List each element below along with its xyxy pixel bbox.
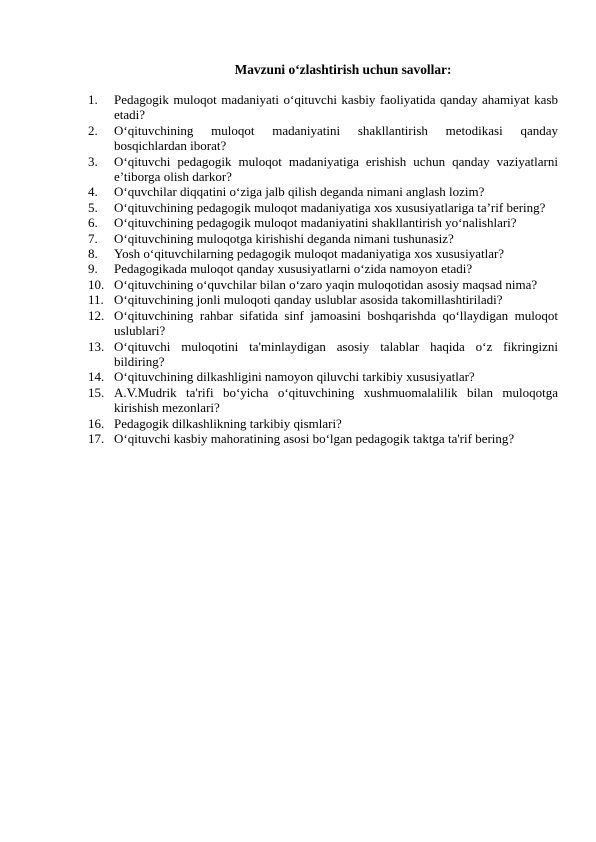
question-item <box>88 92 558 123</box>
question-list <box>88 92 558 446</box>
question-number: 5. <box>88 199 98 215</box>
question-number: 11. <box>88 292 104 308</box>
question-item <box>88 246 558 261</box>
question-item <box>88 431 558 446</box>
question-number: 9. <box>88 261 98 277</box>
question-text: O‘qituvchi muloqotini ta'minlaydigan asosiy talablar haqida o‘z fikringizni bildiring? <box>114 338 558 369</box>
question-item <box>88 154 558 185</box>
question-text: O‘qituvchining pedagogik muloqot madaniyatini shakllantirish yo‘nalishlari? <box>114 215 517 231</box>
question-number: 17. <box>88 430 105 446</box>
question-text: O‘qituvchining muloqotga kirishishi deganda nimani tushunasiz? <box>114 230 454 246</box>
question-number: 10. <box>88 276 105 292</box>
question-item <box>88 292 558 307</box>
question-text: Yosh o‘qituvchilarning pedagogik muloqot madaniyatiga xos xususiyatlar? <box>114 246 505 262</box>
question-text: O‘quvchilar diqqatini o‘ziga jalb qilish deganda nimani anglash lozim? <box>114 184 485 200</box>
question-number: 7. <box>88 230 98 246</box>
question-text: Pedagogik dilkashlikning tarkibiy qismlari? <box>114 415 342 431</box>
question-text: O‘qituvchi kasbiy mahoratining asosi bo‘lgan pedagogik taktga ta'rif bering? <box>114 430 515 446</box>
question-item <box>88 277 558 292</box>
question-number: 15. <box>88 384 105 400</box>
question-text: O‘qituvchining pedagogik muloqot madaniyatiga xos xususiyatlariga ta’rif bering? <box>114 199 546 215</box>
question-text: O‘qituvchi pedagogik muloqot madaniyatiga erishish uchun qanday vaziyatlarni e’tiborga olish darkor? <box>114 153 558 185</box>
question-number: 16. <box>88 415 105 431</box>
question-item <box>88 200 558 215</box>
question-item <box>88 231 558 246</box>
question-item <box>88 369 558 384</box>
question-number: 1. <box>88 92 98 107</box>
question-number: 3. <box>88 153 98 169</box>
question-text: Pedagogikada muloqot qanday xususiyatlarni o‘zida namoyon etadi? <box>114 261 473 277</box>
question-text: O‘qituvchining o‘quvchilar bilan o‘zaro yaqin muloqotidan asosiy maqsad nima? <box>114 276 538 292</box>
question-text: O‘qituvchining rahbar sifatida sinf jamoasini boshqarishda qo‘llaydigan muloqot uslublari? <box>114 307 558 339</box>
question-number: 13. <box>88 338 105 354</box>
question-number: 12. <box>88 307 105 323</box>
question-number: 6. <box>88 215 98 231</box>
question-item <box>88 261 558 276</box>
question-item <box>88 416 558 431</box>
question-item <box>88 385 558 416</box>
question-item <box>88 184 558 199</box>
question-number: 2. <box>88 122 98 138</box>
question-text: A.V.Mudrik ta'rifi bo‘yicha o‘qituvchining xushmuomalalilik bilan muloqotga kirishish mezonlari? <box>114 384 558 416</box>
question-text: Pedagogik muloqot madaniyati o‘qituvchi kasbiy faoliyatida qanday ahamiyat kasb etadi? <box>114 92 558 123</box>
question-number: 8. <box>88 246 98 262</box>
question-item <box>88 215 558 230</box>
question-text: O‘qituvchining dilkashligini namoyon qiluvchi tarkibiy xususiyatlar? <box>114 369 475 385</box>
question-item <box>88 123 558 154</box>
question-number: 14. <box>88 369 105 385</box>
question-text: O‘qituvchining jonli muloqoti qanday uslublar asosida takomillashtiriladi? <box>114 292 503 308</box>
question-text: O‘qituvchining muloqot madaniyatini shakllantirish metodikasi qanday bosqichlardan iborat? <box>114 122 558 154</box>
question-item <box>88 339 558 370</box>
question-number: 4. <box>88 184 98 200</box>
page-title: Mavzuni o‘zlashtirish uchun savollar: <box>234 62 452 77</box>
question-item <box>88 308 558 339</box>
